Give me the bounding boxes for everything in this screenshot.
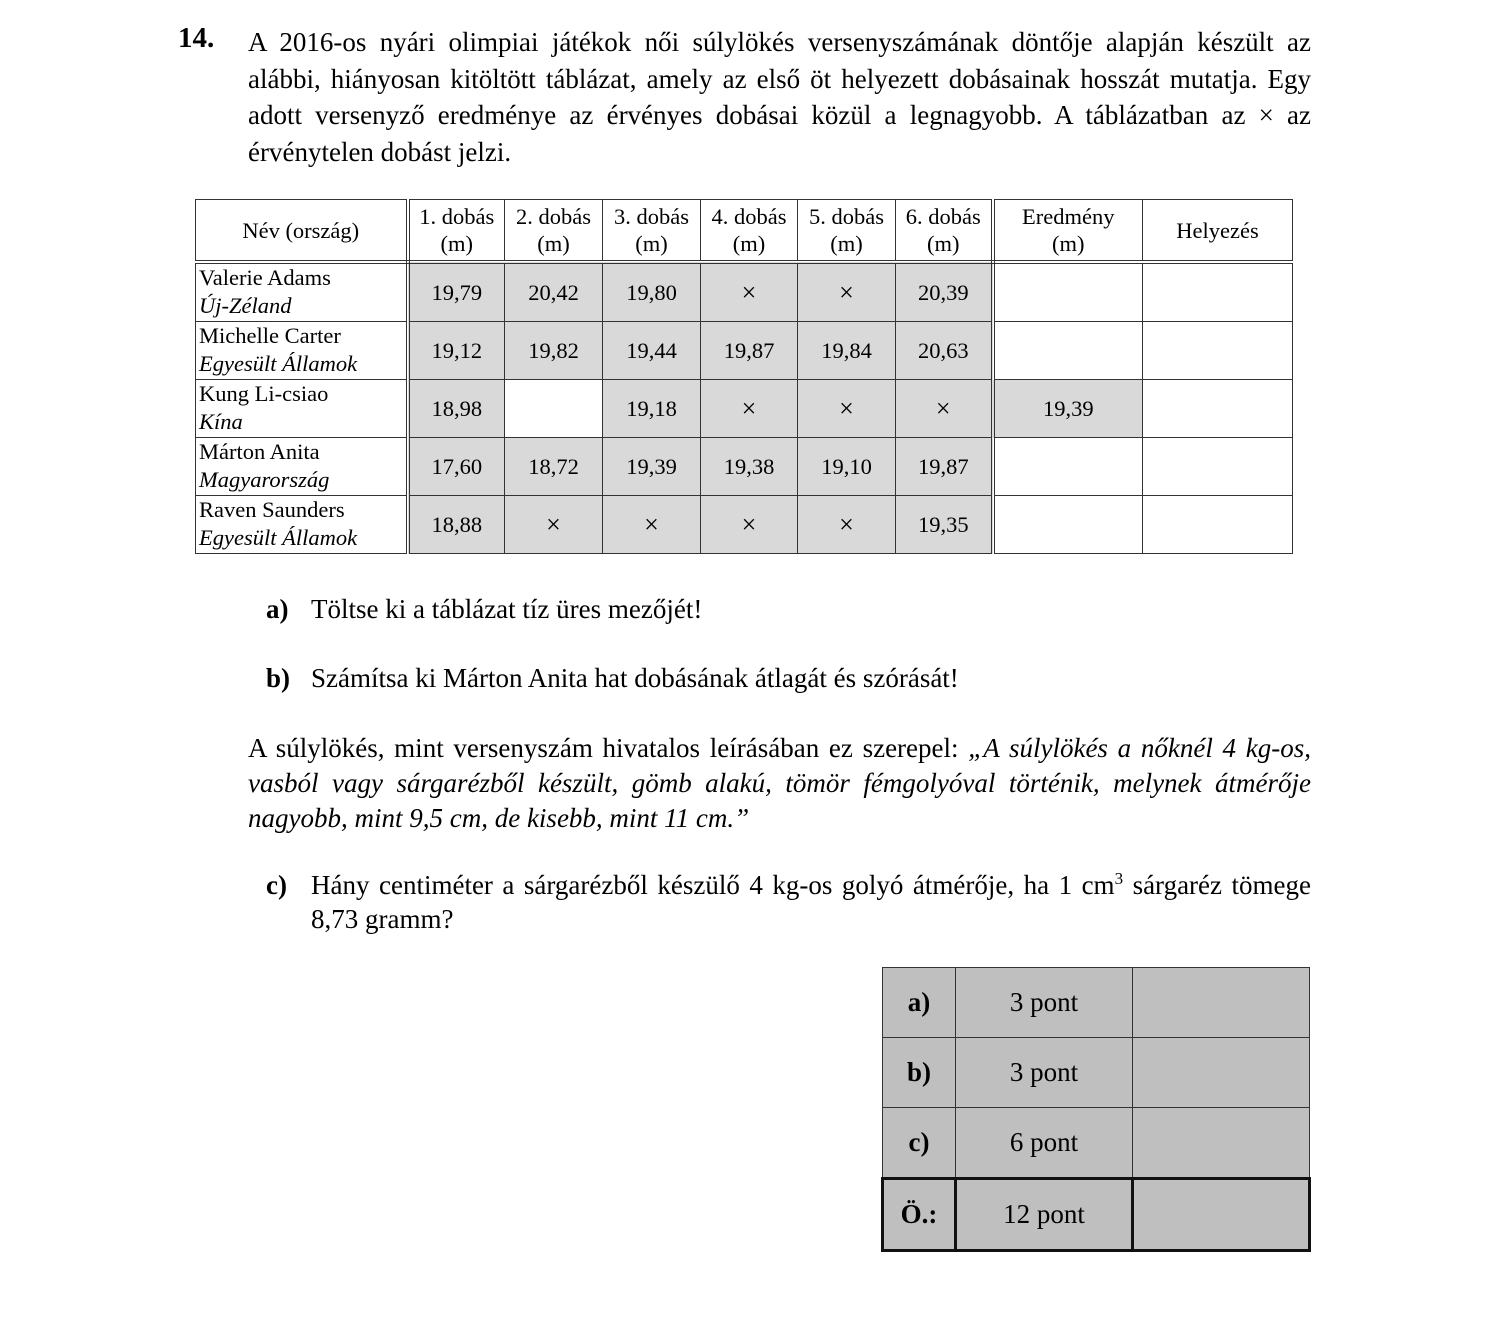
score-field bbox=[1133, 968, 1310, 1038]
throw-cell: 20,39 bbox=[896, 262, 993, 322]
table-row bbox=[196, 322, 1293, 380]
header-name: Név (ország) bbox=[196, 200, 408, 263]
header-throw-6: 6. dobás (m) bbox=[896, 200, 993, 263]
throw-cell: 18,98 bbox=[408, 380, 505, 438]
table-row bbox=[196, 438, 1293, 496]
question-b-text: Számítsa ki Márton Anita hat dobásának átlagát és szórását! bbox=[311, 663, 959, 693]
score-label: b) bbox=[883, 1038, 956, 1108]
throw-cell: 19,10 bbox=[798, 438, 896, 496]
place-cell bbox=[1143, 262, 1293, 322]
rules-quote: „A súlylökés a nőknél 4 kg-os, vasból vagy sárgarézből készült, gömb alakú, tömör fémgolyóval történik, melynek átmérője nagyobb, mint 9,5 cm, de kisebb, mint 11 cm.” bbox=[248, 733, 1311, 833]
header-throw-3: 3. dobás (m) bbox=[603, 200, 701, 263]
score-label: Ö.: bbox=[883, 1179, 956, 1251]
throw-cell: 19,35 bbox=[896, 496, 993, 554]
question-c-label: c) bbox=[266, 870, 287, 900]
throw-cell: × bbox=[798, 496, 896, 554]
athlete-name: Kung Li-csiao bbox=[199, 381, 329, 406]
throw-cell: 17,60 bbox=[408, 438, 505, 496]
table-row bbox=[196, 380, 1293, 438]
athlete-country: Kína bbox=[199, 409, 243, 434]
place-cell bbox=[1143, 380, 1293, 438]
throw-cell: 19,39 bbox=[603, 438, 701, 496]
place-cell bbox=[1143, 438, 1293, 496]
results-table bbox=[195, 199, 1293, 554]
question-c bbox=[266, 868, 1311, 938]
question-b-label: b) bbox=[266, 663, 291, 693]
score-label: c) bbox=[883, 1108, 956, 1179]
result-cell: 19,39 bbox=[993, 380, 1143, 438]
throw-cell: × bbox=[603, 496, 701, 554]
athlete-country: Új-Zéland bbox=[199, 293, 292, 318]
score-label: a) bbox=[883, 968, 956, 1038]
athlete-name: Márton Anita bbox=[199, 439, 320, 464]
question-a-text: Töltse ki a táblázat tíz üres mezőjét! bbox=[311, 594, 703, 624]
throw-cell: 20,63 bbox=[896, 322, 993, 380]
question-a-label: a) bbox=[266, 594, 289, 624]
result-cell bbox=[993, 262, 1143, 322]
score-points: 3 pont bbox=[956, 1038, 1133, 1108]
header-place: Helyezés bbox=[1143, 200, 1293, 263]
rules-intro: A súlylökés, mint versenyszám hivatalos leírásában ez szerepel: bbox=[248, 733, 969, 763]
athlete-country: Magyarország bbox=[199, 467, 330, 492]
score-row bbox=[883, 1108, 1310, 1179]
header-result: Eredmény (m) bbox=[993, 200, 1143, 263]
throw-cell: 19,82 bbox=[505, 322, 603, 380]
athlete-name: Raven Saunders bbox=[199, 497, 345, 522]
score-points: 3 pont bbox=[956, 968, 1133, 1038]
throw-cell: × bbox=[798, 262, 896, 322]
result-cell bbox=[993, 322, 1143, 380]
header-throw-4: 4. dobás (m) bbox=[701, 200, 798, 263]
throw-cell: 19,84 bbox=[798, 322, 896, 380]
athlete-name: Valerie Adams bbox=[199, 265, 331, 290]
table-row bbox=[196, 262, 1293, 322]
throw-cell: 19,38 bbox=[701, 438, 798, 496]
score-field bbox=[1133, 1038, 1310, 1108]
athlete-country: Egyesült Államok bbox=[199, 351, 358, 376]
header-throw-5: 5. dobás (m) bbox=[798, 200, 896, 263]
throw-cell: 19,87 bbox=[701, 322, 798, 380]
throw-cell: × bbox=[798, 380, 896, 438]
throw-cell: × bbox=[505, 496, 603, 554]
throw-cell: 20,42 bbox=[505, 262, 603, 322]
task-number: 14. bbox=[178, 22, 215, 54]
place-cell bbox=[1143, 322, 1293, 380]
score-field bbox=[1133, 1179, 1310, 1251]
score-points: 12 pont bbox=[956, 1179, 1133, 1251]
table-row bbox=[196, 496, 1293, 554]
athlete-country: Egyesült Államok bbox=[199, 525, 358, 550]
throw-cell: 19,87 bbox=[896, 438, 993, 496]
throw-cell: × bbox=[701, 380, 798, 438]
athlete-cell bbox=[196, 322, 408, 380]
athlete-cell bbox=[196, 496, 408, 554]
score-total-row bbox=[883, 1179, 1310, 1251]
question-c-text: Hány centiméter a sárgarézből készülő 4 kg-os golyó átmérője, ha 1 $cm^3$ sárgaréz tömege 8,73 gramm? bbox=[311, 869, 1311, 934]
result-cell bbox=[993, 438, 1143, 496]
header-row bbox=[196, 200, 1293, 263]
result-cell bbox=[993, 496, 1143, 554]
throw-cell-empty bbox=[505, 380, 603, 438]
throw-cell: 19,80 bbox=[603, 262, 701, 322]
athlete-cell bbox=[196, 262, 408, 322]
score-row bbox=[883, 1038, 1310, 1108]
score-points: 6 pont bbox=[956, 1108, 1133, 1179]
score-table bbox=[881, 967, 1311, 1252]
header-throw-1: 1. dobás (m) bbox=[408, 200, 505, 263]
rules-paragraph bbox=[248, 731, 1311, 836]
throw-cell: × bbox=[701, 496, 798, 554]
task-intro: A 2016-os nyári olimpiai játékok női súlylökés versenyszámának döntője alapján készült az alábbi, hiányosan kitöltött táblázat, amely az első öt helyezett dobásainak hosszát mutatja. Egy adott versenyző eredménye az érvényes dobásai közül a legnagyobb. A táblázatban az × az érvénytelen dobást jelzi. bbox=[248, 27, 1311, 167]
score-field bbox=[1133, 1108, 1310, 1179]
header-throw-2: 2. dobás (m) bbox=[505, 200, 603, 263]
throw-cell: 19,44 bbox=[603, 322, 701, 380]
throw-cell: × bbox=[896, 380, 993, 438]
athlete-cell bbox=[196, 380, 408, 438]
athlete-name: Michelle Carter bbox=[199, 323, 341, 348]
throw-cell: 18,88 bbox=[408, 496, 505, 554]
score-row bbox=[883, 968, 1310, 1038]
throw-cell: 19,18 bbox=[603, 380, 701, 438]
athlete-cell bbox=[196, 438, 408, 496]
throw-cell: 18,72 bbox=[505, 438, 603, 496]
throw-cell: × bbox=[701, 262, 798, 322]
throw-cell: 19,12 bbox=[408, 322, 505, 380]
throw-cell: 19,79 bbox=[408, 262, 505, 322]
place-cell bbox=[1143, 496, 1293, 554]
